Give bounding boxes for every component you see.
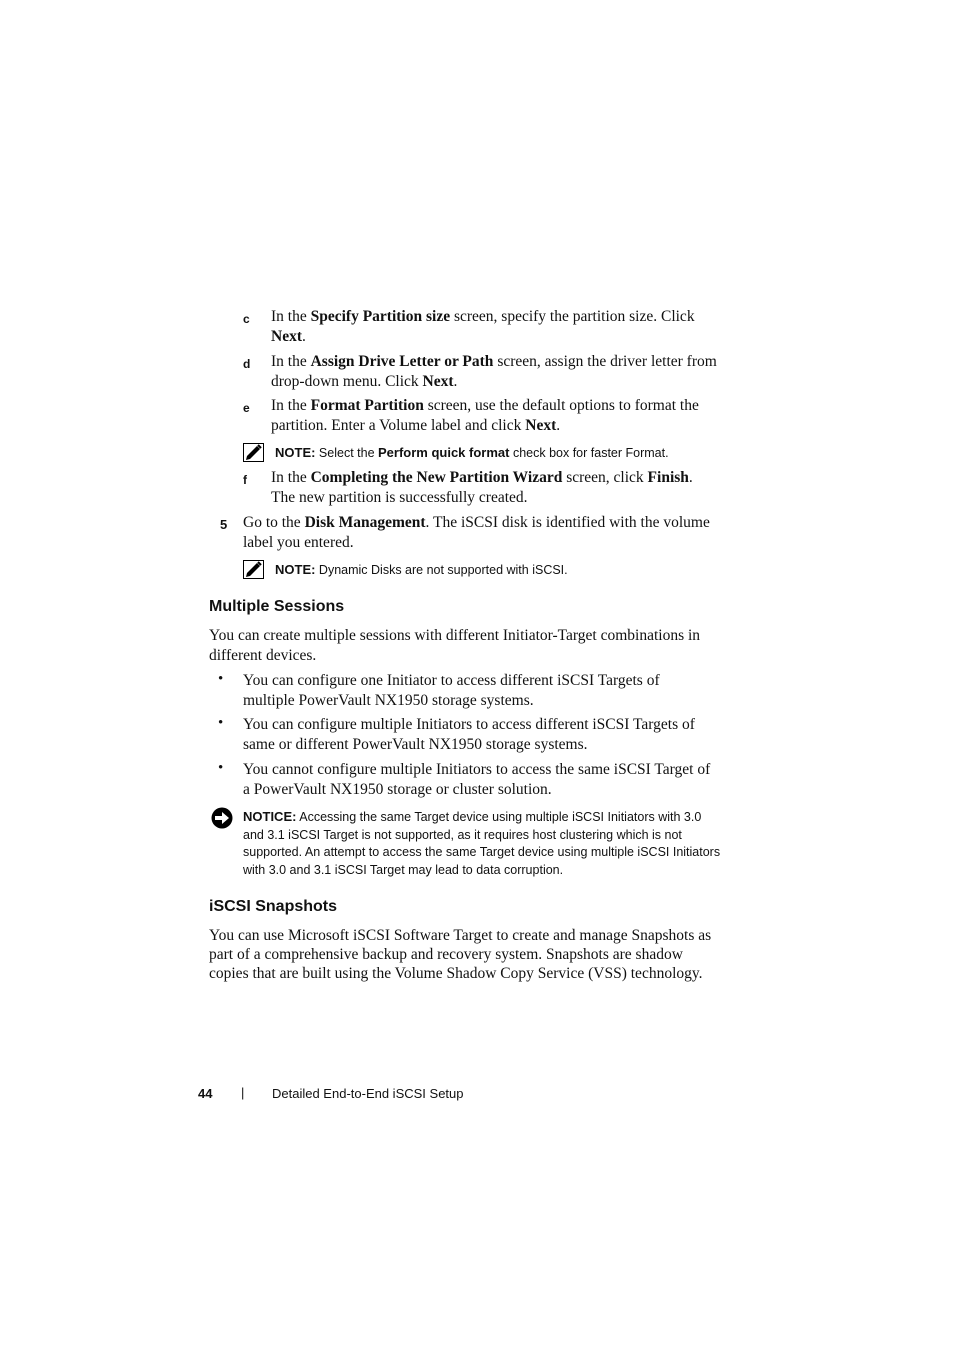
note-pencil-icon bbox=[243, 560, 265, 580]
bullet-icon: • bbox=[218, 715, 224, 731]
step-e-marker: e bbox=[243, 401, 250, 415]
multiple-sessions-intro: You can create multiple sessions with different Initiator-Target combinations in different devices. bbox=[209, 627, 701, 664]
notice-arrow-icon bbox=[211, 807, 233, 829]
step-c-text: In the Specify Partition size screen, specify the partition size. Click Next. bbox=[271, 308, 695, 345]
notice-label: NOTICE: bbox=[243, 809, 297, 824]
note-quick-format: NOTE: Select the Perform quick format check box for faster Format. bbox=[275, 445, 669, 460]
step-5-text: Go to the Disk Management. The iSCSI disk is identified with the volume label you entered. bbox=[243, 514, 710, 551]
note-pencil-icon bbox=[243, 443, 265, 463]
page-number: 44 bbox=[198, 1086, 213, 1101]
step-f-marker: f bbox=[243, 473, 247, 487]
list-item: You can configure multiple Initiators to access different iSCSI Targets of same or different PowerVault NX1950 storage systems. bbox=[243, 716, 695, 753]
footer-section-title: Detailed End-to-End iSCSI Setup bbox=[272, 1086, 464, 1101]
step-e-text: In the Format Partition screen, use the default options to format the partition. Enter a Volume label and click Next. bbox=[271, 397, 699, 434]
footer-separator: | bbox=[241, 1085, 245, 1100]
note-label: NOTE: bbox=[275, 562, 316, 577]
step-c-marker: c bbox=[243, 312, 250, 326]
list-item: You cannot configure multiple Initiators to access the same iSCSI Target of a PowerVault NX1950 storage or cluster solution. bbox=[243, 761, 711, 798]
specify-partition-size-label: Specify Partition size bbox=[310, 308, 451, 325]
bullet-icon: • bbox=[218, 671, 224, 687]
list-item: You can configure one Initiator to access different iSCSI Targets of multiple PowerVault NX1950 storage systems. bbox=[243, 672, 660, 709]
step-d-marker: d bbox=[243, 357, 251, 371]
note-label: NOTE: bbox=[275, 445, 316, 460]
note-dynamic-disks: NOTE: Dynamic Disks are not supported with iSCSI. bbox=[275, 562, 568, 577]
step-5-marker: 5 bbox=[220, 517, 228, 532]
step-d-text: In the Assign Drive Letter or Path screen, assign the driver letter from drop-down menu. Click Next. bbox=[271, 353, 717, 390]
section-heading-iscsi-snapshots: iSCSI Snapshots bbox=[209, 898, 338, 915]
notice-text: NOTICE: Accessing the same Target device using multiple iSCSI Initiators with 3.0 and 3.1 iSCSI Target is not supported, as it requires host clustering which is not supported. An attempt to access the same Target device using multiple iSCSI Initiators with 3.0 and 3.1 iSCSI Target may lead to data corruption. bbox=[243, 809, 721, 877]
section-heading-multiple-sessions: Multiple Sessions bbox=[209, 598, 345, 615]
step-f-text: In the Completing the New Partition Wizard screen, click Finish. The new partition is successfully created. bbox=[271, 469, 693, 506]
iscsi-snapshots-body: You can use Microsoft iSCSI Software Target to create and manage Snapshots as part of a comprehensive backup and recovery system. Snapshots are shadow copies that are built using the Volume Shadow Copy Service (VSS) technology. bbox=[209, 927, 712, 982]
bullet-icon: • bbox=[218, 760, 224, 776]
